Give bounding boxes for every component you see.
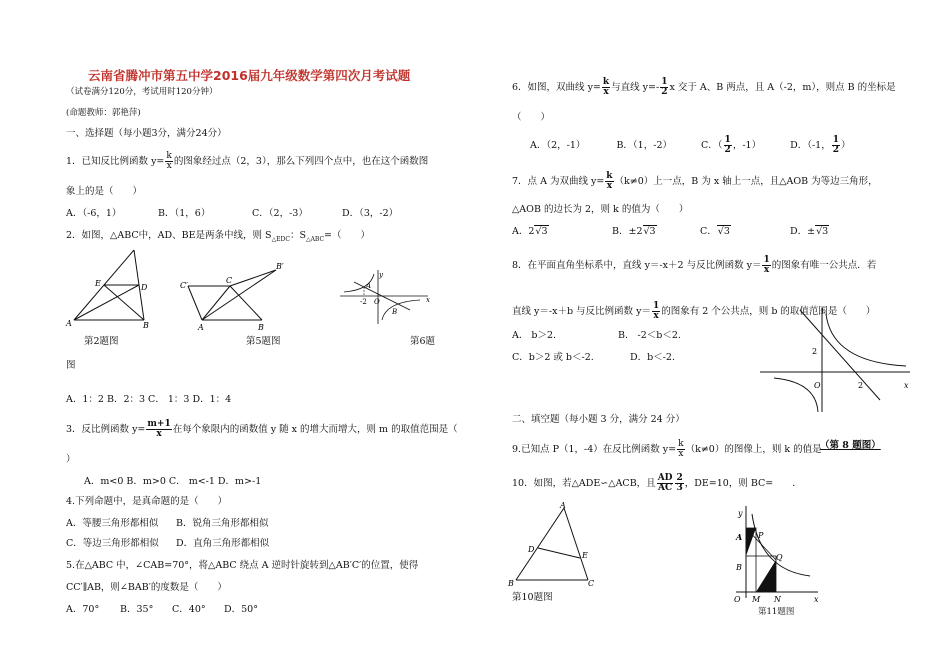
svg-text:B: B (258, 323, 264, 332)
q7-option-a: A．2√3 (512, 226, 548, 237)
q3-text-cont: ） (66, 454, 76, 465)
svg-text:x: x (426, 296, 430, 304)
fig5-caption: 第5题图 (246, 336, 281, 347)
q5-option-c: C．40° (172, 604, 206, 615)
svg-text:O: O (814, 381, 821, 390)
q10-text: 10．如图，若△ADE∽△ACB，且 $\frac{AD}{AC}$ $\frac{2}{3}$ ，DE=10，则 BC= ． (512, 473, 802, 493)
q3-text: 3．反比例函数 y= $\frac{m+1}{x}$ 在每个象限内的函数值 y 随 x 的增大而增大，则 m 的取值范围是（ (66, 419, 458, 439)
q1-line1: 1．已知反比例函数 y= $\frac{k}{x}$ 的图象经过点（2，3），那么下列四个点中，也在这个函数图 (66, 151, 429, 171)
q7-option-d: D．±√3 (790, 226, 829, 237)
q8-option-d: D．b＜-2. (630, 352, 675, 363)
section-choice-heading: 一、选择题（每小题3分，满分24分） (66, 128, 227, 139)
figure-q10 (508, 500, 608, 590)
q8-line2: 直线 y＝-x＋b 与反比例函数 y＝ $\frac{1}{x}$ 的图象有 2 个公共点，则 b 的取值范围是（ ） (512, 301, 876, 321)
exam-info: （试卷满分120分，考试用时120分钟） (66, 87, 218, 97)
svg-text:E: E (95, 279, 101, 288)
q6-options: A．（2，-1） B．（1，-2） C．（ $\frac{1}{2}$ ，-1） D．（-1， $\frac{1}{2}$ ） (530, 135, 851, 155)
q9-text: 9.已知点 P（1，-4）在反比例函数 y= $\frac{k}{x}$ （k≠0）的图像上，则 k 的值是 (512, 439, 822, 459)
svg-text:2: 2 (858, 381, 864, 390)
q2-text: 2．如图，△ABC中，AD、BE是两条中线，则 $S_{\triangle EDC}$：$S_{\triangle ABC}=$（ ） (66, 230, 371, 243)
figure-q5 (178, 260, 288, 332)
q1-option-d: D．（3，-2） (342, 208, 399, 219)
q7-line1: 7．点 A 为双曲线 y= $\frac{k}{x}$ （k≠0）上一点，B 为 x 轴上一点，且△AOB 为等边三角形， (512, 171, 878, 191)
q3-options: A．m<0 B．m>0 C． m<-1 D．m>-1 (84, 476, 262, 487)
q1-option-b: B．（1，6） (158, 208, 211, 219)
exam-author: (命题教师：郭艳萍) (66, 108, 141, 118)
q7-option-b: B．±2√3 (612, 226, 656, 237)
section-fill-heading: 二、填空题（每小题 3 分，满分 24 分） (512, 414, 685, 425)
exam-title: 云南省腾冲市第五中学2016届九年级数学第四次月考试题 (88, 68, 411, 83)
fig6-caption-cont: 图 (66, 360, 76, 371)
q1-line2: 象上的是（ ） (66, 186, 143, 197)
q4-text: 4.下列命题中，是真命题的是（ ） (66, 496, 228, 507)
svg-text:2: 2 (812, 347, 818, 356)
svg-text:C′: C′ (180, 281, 188, 290)
svg-text:O: O (734, 595, 741, 604)
svg-text:A: A (366, 282, 372, 290)
svg-text:C: C (226, 276, 233, 285)
svg-text:Q: Q (776, 553, 783, 562)
q8-line1: 8．在平面直角坐标系中，直线 y＝-x＋2 与反比例函数 y＝ $\frac{1}{x}$ 的图象有唯一公共点．若 (512, 255, 877, 275)
svg-text:y: y (738, 509, 743, 518)
q5-option-d: D．50° (224, 604, 258, 615)
q8-option-b: B． -2＜b＜2. (618, 330, 681, 341)
q5-line1: 5.在△ABC 中，∠CAB=70°，将△ABC 绕点 A 逆时针旋转到△AB′C′的位置，使得 (66, 560, 419, 571)
svg-text:-2: -2 (360, 298, 367, 306)
svg-text:E: E (582, 551, 588, 560)
svg-text:D: D (528, 545, 535, 554)
q4-option-d: D．直角三角形都相似 (176, 538, 270, 549)
svg-text:M: M (752, 595, 761, 604)
svg-text:A: A (736, 532, 743, 542)
svg-text:O: O (374, 298, 380, 306)
svg-text:N: N (774, 595, 781, 604)
q5-option-a: A．70° (66, 604, 100, 615)
q6-line2: （ ） (512, 112, 551, 123)
svg-text:B: B (736, 563, 742, 572)
q4-option-b: B．锐角三角形都相似 (176, 518, 269, 529)
fig6-caption: 第6题 (410, 336, 436, 347)
svg-text:y: y (379, 271, 383, 279)
fig10-caption: 第10题图 (512, 592, 553, 603)
fig2-caption: 第2题图 (84, 336, 119, 347)
fig11-caption: 第11题图 (758, 607, 795, 617)
svg-text:A: A (66, 319, 72, 328)
figure-q6 (340, 268, 432, 326)
q4-option-a: A．等腰三角形都相似 (66, 518, 159, 529)
svg-text:x: x (904, 381, 909, 390)
svg-text:D: D (141, 283, 148, 292)
q8-option-a: A． b＞2. (512, 330, 557, 341)
q1-option-c: C．（2，-3） (252, 208, 308, 219)
q5-option-b: B．35° (120, 604, 154, 615)
figure-q2 (64, 246, 164, 330)
svg-text:B: B (508, 579, 514, 588)
q8-option-c: C．b＞2 或 b＜-2. (512, 352, 594, 363)
svg-text:A: A (560, 501, 566, 510)
svg-text:B: B (143, 321, 149, 330)
svg-text:A: A (198, 323, 204, 332)
q4-option-c: C．等边三角形都相似 (66, 538, 159, 549)
svg-text:x: x (814, 595, 819, 604)
fig8-caption: （第 8 题图） (820, 440, 881, 451)
q2-options: A．1：2 B．2：3 C． 1：3 D．1：4 (66, 394, 232, 405)
q1-option-a: A．（-6，1） (66, 208, 122, 219)
svg-text:P: P (758, 531, 764, 540)
svg-text:C: C (588, 579, 595, 588)
q6-line1: 6．如图，双曲线 y= $\frac{k}{x}$ 与直线 y=- $\frac{1}{2}$ x 交于 A、B 两点，且 A（-2，m），则点 B 的坐标是 (512, 77, 896, 97)
q5-line2: CC′∥AB，则∠BAB′的度数是（ ） (66, 582, 227, 593)
svg-text:B: B (392, 308, 398, 316)
q7-option-c: C．√3 (700, 226, 730, 237)
figure-q11 (726, 506, 826, 604)
svg-text:B′: B′ (276, 262, 284, 271)
q7-line2: △AOB 的边长为 2，则 k 的值为（ ） (512, 204, 689, 215)
figure-q8 (760, 308, 916, 412)
